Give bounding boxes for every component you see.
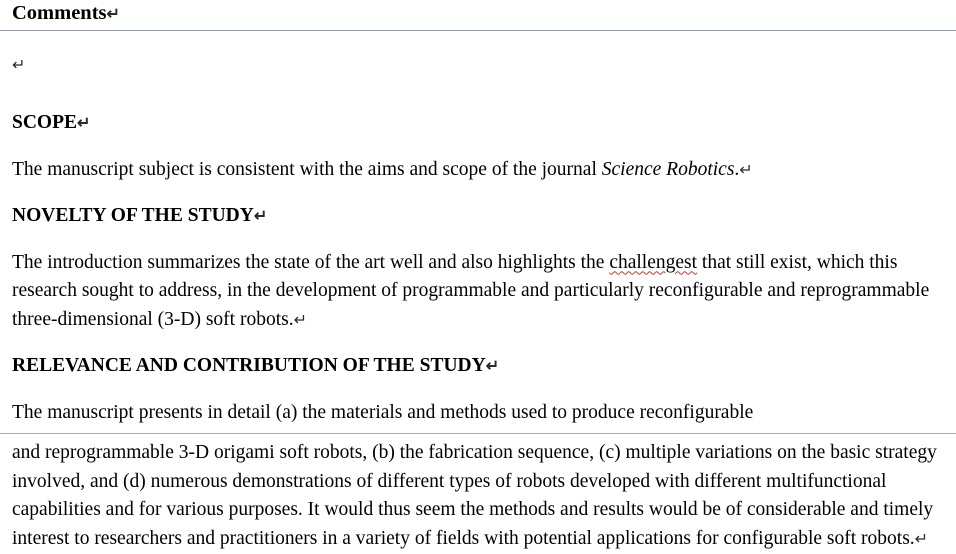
pilcrow-mark: ↵	[12, 56, 26, 74]
section-heading-scope[interactable]	[12, 109, 944, 139]
pilcrow-mark: ↵	[914, 530, 929, 548]
paragraph-relevance-part2[interactable]	[12, 439, 944, 554]
spacer	[12, 382, 944, 399]
page-title	[12, 0, 944, 30]
section-heading-relevance[interactable]	[12, 352, 944, 382]
pilcrow-mark: ↵	[293, 311, 308, 329]
paragraph-novelty[interactable]	[12, 249, 944, 336]
run-text: The manuscript presents in detail (a) the materials and methods used to produce reconfigurable	[12, 401, 754, 423]
spacer	[12, 99, 944, 109]
pilcrow-mark: ↵	[739, 161, 753, 179]
section-heading-text: NOVELTY OF THE STUDY	[12, 205, 254, 226]
paragraph-scope[interactable]	[12, 156, 944, 186]
run-text: The manuscript subject is consistent with the aims and scope of the journal	[12, 158, 602, 180]
section-heading-novelty[interactable]	[12, 202, 944, 232]
run-text: and reprogrammable 3-D origami soft robots, (b) the fabrication sequence, (c) multiple variations on the basic strategy involved, and (d) numerous demonstrations of different types of robots developed with different multifunctional capabilities and for various purposes. It would thus seem the methods and results would be of considerable and timely interest to researchers and practitioners in a variety of fields with potential applications for configurable soft robots.	[12, 442, 937, 549]
spacer	[12, 185, 944, 202]
run-text: The introduction summarizes the state of the art well and also highlights the	[12, 251, 610, 273]
pilcrow-mark: ↵	[485, 358, 500, 375]
document-header	[0, 0, 956, 30]
run-text: that still exist, which this research sought to address, in the development of programmable and particularly reconfigurable and reprogrammable three-dimensional (3-D) soft robots.	[12, 251, 930, 330]
pilcrow-mark: ↵	[77, 115, 91, 132]
run-text-italic: Science Robotics	[601, 158, 735, 180]
document-body[interactable]	[0, 51, 956, 428]
document-body-continued[interactable]	[0, 439, 956, 554]
pilcrow-mark: ↵	[106, 6, 120, 23]
spacer	[12, 232, 944, 249]
page-break-line	[0, 433, 956, 434]
empty-paragraph[interactable]	[12, 51, 944, 80]
pilcrow-mark: ↵	[253, 208, 268, 225]
run-text: .	[734, 158, 740, 180]
paragraph-relevance-part1[interactable]	[12, 399, 944, 428]
page-break-divider	[0, 427, 956, 439]
section-heading-text: SCOPE	[12, 112, 78, 133]
section-heading-text: RELEVANCE AND CONTRIBUTION OF THE STUDY	[12, 355, 486, 376]
page-title-text: Comments	[12, 2, 107, 24]
spacer	[12, 139, 944, 156]
header-divider	[0, 30, 956, 31]
spacer	[12, 335, 944, 352]
spelling-error-word[interactable]: challengest	[609, 251, 698, 273]
